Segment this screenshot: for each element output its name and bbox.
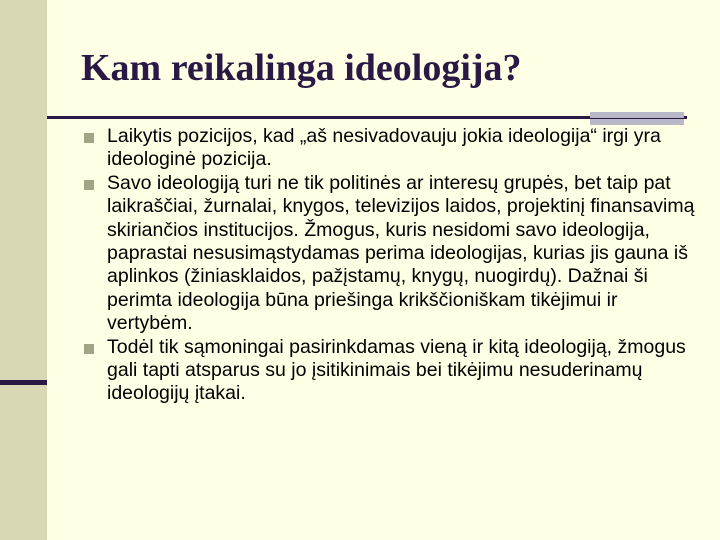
bullet-item — [84, 172, 704, 336]
left-decorative-band — [0, 0, 47, 540]
title-divider-accent-top — [590, 112, 684, 118]
square-bullet-icon — [84, 133, 94, 143]
left-accent-bar — [0, 380, 47, 385]
bullet-list — [84, 125, 704, 406]
bullet-text: Savo ideologiją turi ne tik politinės ar interesų grupės, bet taip pat laikraščiai, žurnalai, knygos, televizijos laidos, projektinį finansavimą skiriančios institucijos. Žmogus, kuris nesidomi savo ideologija, paprastai nesusimąstydamas perima ideologijas, kurias jis gauna iš aplinkos (žiniasklaidos, pažįstamų, knygų, nuogirdų). Dažnai ši perimta ideologija būna priešinga krikščioniškam tikėjimui ir vertybėm. — [107, 171, 695, 335]
square-bullet-icon — [84, 180, 94, 190]
square-bullet-icon — [84, 344, 94, 354]
bullet-item — [84, 336, 704, 406]
bullet-text: Laikytis pozicijos, kad „aš nesivadovauju jokia ideologija“ irgi yra ideologinė pozicija. — [107, 125, 661, 171]
slide-title: Kam reikalinga ideologija? — [81, 47, 522, 89]
bullet-text: Todėl tik sąmoningai pasirinkdamas vieną ir kitą ideologiją, žmogus gali tapti atsparus su jo įsitikinimais bei tikėjimu nesuderinamų ideologijų įtakai. — [107, 335, 686, 405]
bullet-item — [84, 125, 704, 172]
